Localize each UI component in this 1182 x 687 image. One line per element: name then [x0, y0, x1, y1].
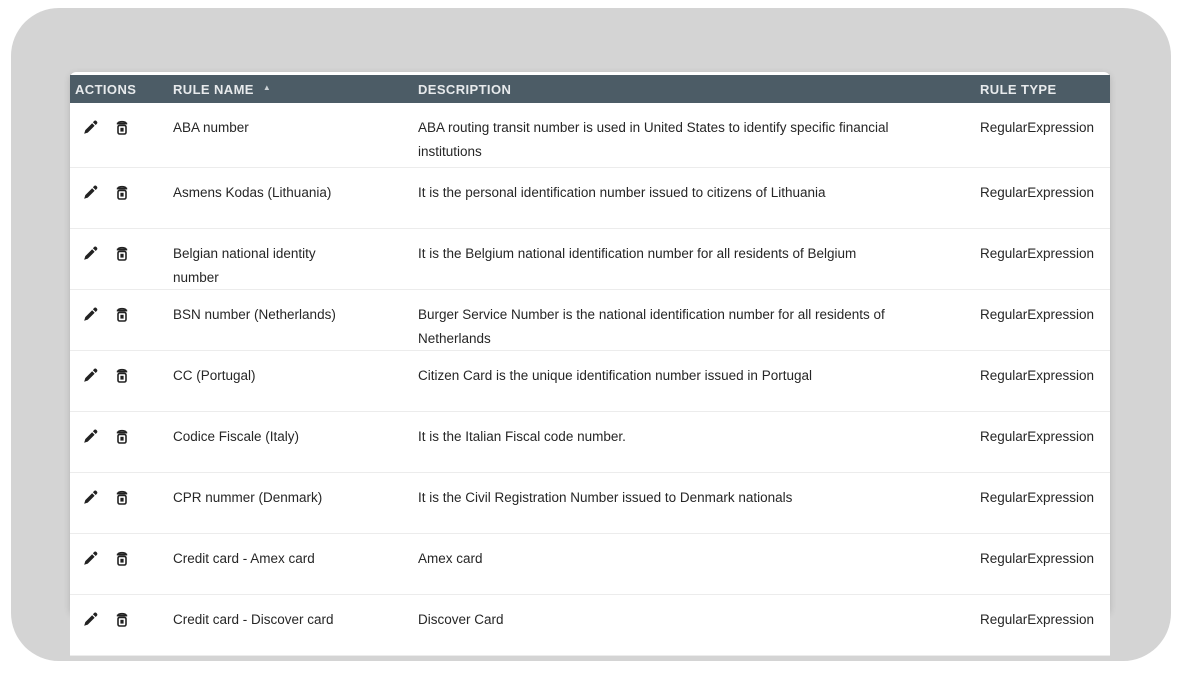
row-actions-cell: [70, 242, 173, 262]
pencil-icon: [82, 367, 99, 384]
pencil-icon: [82, 245, 99, 262]
description-cell: Citizen Card is the unique identification number issued in Portugal: [418, 368, 812, 383]
rule-name-cell: CC (Portugal): [173, 368, 256, 383]
rule-name-cell: Belgian national identity number: [173, 246, 316, 285]
row-actions-cell: [70, 116, 173, 136]
row-actions-cell: [70, 608, 173, 628]
description-cell: Burger Service Number is the national identification number for all residents of Netherlands: [418, 307, 885, 346]
rule-name-cell: ABA number: [173, 120, 249, 135]
pencil-icon: [82, 184, 99, 201]
pencil-icon: [82, 550, 99, 567]
edit-button[interactable]: [81, 427, 99, 445]
edit-button[interactable]: [81, 610, 99, 628]
rule-name-cell: CPR nummer (Denmark): [173, 490, 323, 505]
rule-name-cell: Asmens Kodas (Lithuania): [173, 185, 332, 200]
column-header-rule-type[interactable]: [980, 82, 1110, 97]
rule-type-cell: RegularExpression: [980, 490, 1095, 505]
sort-ascending-icon: ▲: [262, 83, 272, 92]
pencil-icon: [82, 306, 99, 323]
rule-name-cell: Credit card - Amex card: [173, 551, 315, 566]
table-row: [70, 473, 1110, 534]
edit-button[interactable]: [81, 244, 99, 262]
table-row: [70, 168, 1110, 229]
table-header-row: [70, 75, 1110, 103]
table-row: [70, 412, 1110, 473]
rules-table-card: [70, 72, 1110, 627]
rule-type-cell: RegularExpression: [980, 612, 1095, 627]
rule-type-cell: RegularExpression: [980, 307, 1095, 322]
description-cell: It is the personal identification number issued to citizens of Lithuania: [418, 185, 826, 200]
column-header-description[interactable]: [418, 82, 980, 97]
table-row: [70, 229, 1110, 290]
table-row: [70, 290, 1110, 351]
trash-icon: [114, 367, 130, 384]
table-row: [70, 351, 1110, 412]
trash-icon: [114, 119, 130, 136]
pencil-icon: [82, 428, 99, 445]
description-cell: Amex card: [418, 551, 483, 566]
description-cell: Discover Card: [418, 612, 504, 627]
row-actions-cell: [70, 364, 173, 384]
trash-icon: [114, 428, 130, 445]
column-header-actions: [70, 82, 173, 97]
rule-type-cell: RegularExpression: [980, 551, 1095, 566]
row-actions-cell: [70, 425, 173, 445]
delete-button[interactable]: [113, 366, 131, 384]
row-actions-cell: [70, 181, 173, 201]
delete-button[interactable]: [113, 610, 131, 628]
row-actions-cell: [70, 303, 173, 323]
column-header-description-label: DESCRIPTION: [418, 81, 512, 97]
edit-button[interactable]: [81, 549, 99, 567]
row-actions-cell: [70, 547, 173, 567]
edit-button[interactable]: [81, 118, 99, 136]
trash-icon: [114, 184, 130, 201]
delete-button[interactable]: [113, 118, 131, 136]
pencil-icon: [82, 119, 99, 136]
trash-icon: [114, 306, 130, 323]
table-row: [70, 534, 1110, 595]
table-row: [70, 595, 1110, 656]
delete-button[interactable]: [113, 183, 131, 201]
trash-icon: [114, 245, 130, 262]
delete-button[interactable]: [113, 427, 131, 445]
trash-icon: [114, 489, 130, 506]
pencil-icon: [82, 611, 99, 628]
rule-type-cell: RegularExpression: [980, 246, 1095, 261]
row-actions-cell: [70, 486, 173, 506]
description-cell: It is the Belgium national identification number for all residents of Belgium: [418, 246, 857, 261]
rule-type-cell: RegularExpression: [980, 368, 1095, 383]
column-header-actions-label: ACTIONS: [75, 81, 137, 97]
column-header-rule-type-label: RULE TYPE: [980, 81, 1057, 97]
rule-type-cell: RegularExpression: [980, 120, 1095, 135]
content-panel: [11, 8, 1171, 661]
rule-name-cell: Codice Fiscale (Italy): [173, 429, 300, 444]
delete-button[interactable]: [113, 305, 131, 323]
rule-name-cell: Credit card - Discover card: [173, 612, 334, 627]
delete-button[interactable]: [113, 549, 131, 567]
pencil-icon: [82, 489, 99, 506]
rule-type-cell: RegularExpression: [980, 185, 1095, 200]
trash-icon: [114, 611, 130, 628]
description-cell: ABA routing transit number is used in United States to identify specific financial institutions: [418, 120, 889, 159]
edit-button[interactable]: [81, 305, 99, 323]
edit-button[interactable]: [81, 488, 99, 506]
description-cell: It is the Italian Fiscal code number.: [418, 429, 626, 444]
rule-type-cell: RegularExpression: [980, 429, 1095, 444]
edit-button[interactable]: [81, 183, 99, 201]
table-row: [70, 103, 1110, 168]
edit-button[interactable]: [81, 366, 99, 384]
delete-button[interactable]: [113, 488, 131, 506]
delete-button[interactable]: [113, 244, 131, 262]
trash-icon: [114, 550, 130, 567]
column-header-rule-name-label: RULE NAME: [173, 81, 254, 97]
description-cell: It is the Civil Registration Number issued to Denmark nationals: [418, 490, 793, 505]
rule-name-cell: BSN number (Netherlands): [173, 307, 336, 322]
table-body: [70, 103, 1110, 656]
column-header-rule-name[interactable]: [173, 82, 418, 97]
